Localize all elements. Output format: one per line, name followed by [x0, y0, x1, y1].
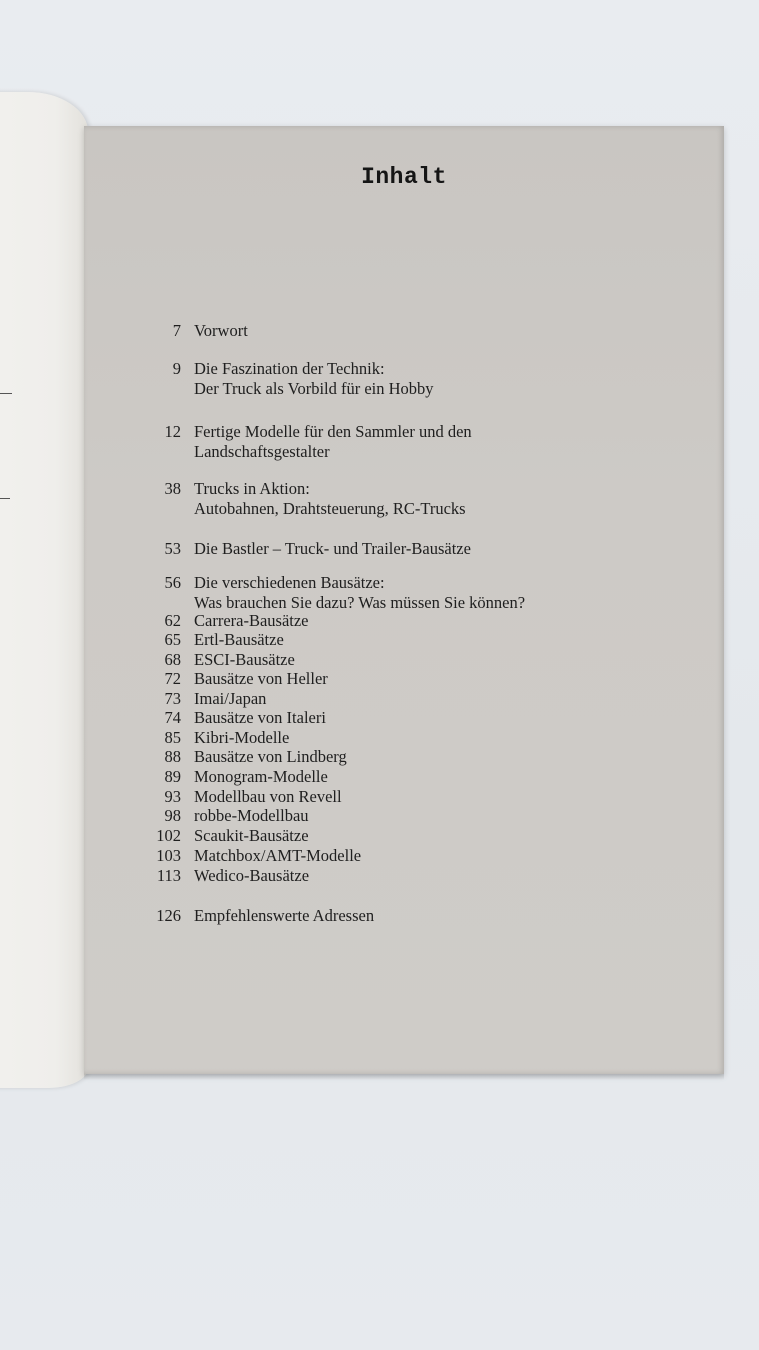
toc-entry-line: Bausätze von Heller: [194, 669, 328, 688]
toc-entry-title: [194, 767, 328, 787]
toc-page-number: 62: [164, 611, 181, 630]
toc-entry-line: Matchbox/AMT-Modelle: [194, 846, 362, 865]
toc-entry-title: [194, 669, 328, 689]
toc-entry-title: [194, 321, 248, 341]
toc-page-number: 85: [164, 728, 181, 747]
toc-page-number: 72: [164, 669, 181, 688]
toc-entry-line: Modellbau von Revell: [194, 787, 342, 806]
toc-page-number: 93: [164, 787, 181, 806]
toc-entry-title: [194, 708, 326, 728]
toc-entry-line: Was brauchen Sie dazu? Was müssen Sie können?: [194, 592, 526, 612]
toc-entry-line: Imai/Japan: [194, 689, 267, 708]
toc-entry-line: Kibri-Modelle: [194, 728, 290, 747]
toc-page-number: 9: [172, 359, 181, 378]
toc-entry-line: Die verschiedenen Bausätze:: [194, 573, 385, 592]
toc-entry-line: Fertige Modelle für den Sammler und den: [194, 422, 472, 441]
toc-page-number: 68: [164, 650, 181, 669]
toc-page-number: 56: [164, 573, 181, 592]
toc-entry-line: Scaukit-Bausätze: [194, 826, 309, 845]
toc-entry-line: Trucks in Aktion:: [194, 479, 310, 498]
toc-entry-line: Die Bastler – Truck- und Trailer-Bausätze: [194, 539, 471, 558]
toc-page-number: 102: [156, 826, 181, 845]
page-title: Inhalt: [361, 164, 447, 190]
contents-page: [84, 126, 724, 1074]
toc-page-number: 7: [172, 321, 181, 340]
left-page-rule: [0, 498, 10, 499]
toc-entry-line: Der Truck als Vorbild für ein Hobby: [194, 378, 434, 398]
toc-entry-line: Ertl-Bausätze: [194, 630, 284, 649]
toc-entry-line: robbe-Modellbau: [194, 806, 309, 825]
toc-page-number: 12: [164, 422, 181, 441]
toc-entry-line: Bausätze von Lindberg: [194, 747, 347, 766]
toc-entry-line: Autobahnen, Drahtsteuerung, RC-Trucks: [194, 498, 466, 518]
toc-entry-title: [194, 630, 284, 650]
toc-entry-line: Bausätze von Italeri: [194, 708, 326, 727]
toc-entry-title: [194, 650, 295, 670]
toc-page-number: 53: [164, 539, 181, 558]
page-shadow: [84, 1074, 724, 1080]
toc-entry-title: [194, 826, 309, 846]
toc-entry-line: ESCI-Bausätze: [194, 650, 295, 669]
toc-entry-title: [194, 689, 266, 709]
toc-entry-line: Vorwort: [194, 321, 248, 340]
toc-entry-line: Carrera-Bausätze: [194, 611, 309, 630]
toc-entry-title: [194, 906, 374, 926]
toc-entry-title: [194, 539, 471, 559]
toc-entry-title: [194, 728, 289, 748]
toc-entry-title: [194, 573, 525, 612]
toc-entry-line: Wedico-Bausätze: [194, 866, 310, 885]
toc-entry-line: Landschaftsgestalter: [194, 441, 330, 461]
toc-entry-title: [194, 866, 309, 886]
toc-entry-title: [194, 611, 309, 631]
toc-page-number: 126: [156, 906, 181, 925]
toc-page-number: 98: [164, 806, 181, 825]
toc-page-number: 89: [164, 767, 181, 786]
toc-entry-title: [194, 846, 361, 866]
toc-page-number: 65: [164, 630, 181, 649]
toc-entry-title: [194, 787, 342, 807]
left-page-rule: [0, 393, 12, 394]
toc-entry-line: Die Faszination der Technik:: [194, 359, 385, 378]
toc-entry-title: [194, 479, 466, 518]
toc-page-number: 88: [164, 747, 181, 766]
toc-page-number: 113: [156, 866, 181, 885]
toc-entry-line: Monogram-Modelle: [194, 767, 328, 786]
left-book-page: [0, 92, 88, 1088]
toc-entry-title: [194, 359, 434, 398]
toc-entry-title: [194, 806, 309, 826]
toc-entry-title: [194, 422, 472, 461]
toc-page-number: 38: [164, 479, 181, 498]
toc-entry-line: Empfehlenswerte Adressen: [194, 906, 375, 925]
toc-page-number: 73: [164, 689, 181, 708]
toc-page-number: 103: [156, 846, 181, 865]
toc-entry-title: [194, 747, 347, 767]
toc-page-number: 74: [164, 708, 181, 727]
